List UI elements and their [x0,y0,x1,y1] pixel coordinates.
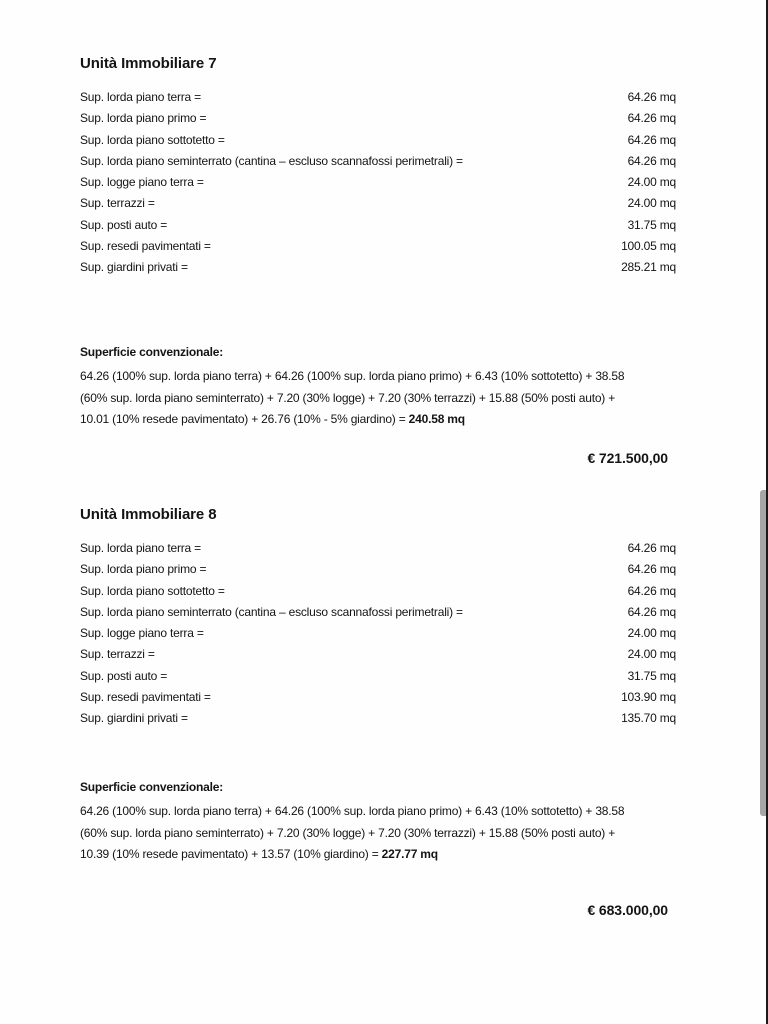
conventional-total: 240.58 mq [408,412,465,426]
conventional-surface-title: Superficie convenzionale: [80,780,224,794]
surface-row [80,711,680,732]
conventional-surface-title: Superficie convenzionale: [80,345,224,359]
surface-label: Sup. terrazzi = [80,196,155,211]
surface-label: Sup. logge piano terra = [80,626,204,641]
surface-value: 31.75 mq [627,668,676,683]
unit-title: Unità Immobiliare 8 [80,506,217,523]
unit-8-conventional-surface [80,780,680,866]
surface-row [80,90,680,111]
surface-row [80,690,680,711]
surface-value: 24.00 mq [627,626,676,641]
surface-value: 64.26 mq [627,111,676,126]
surface-list [80,90,680,282]
surface-value: 64.26 mq [627,90,676,104]
surface-row [80,562,680,583]
surface-label: Sup. logge piano terra = [80,175,204,190]
surface-value: 64.26 mq [627,604,676,619]
surface-row [80,196,680,217]
surface-list [80,541,680,733]
surface-label: Sup. giardini privati = [80,711,188,726]
unit-title: Unità Immobiliare 7 [80,55,217,72]
surface-label: Sup. posti auto = [80,668,167,683]
surface-label: Sup. terrazzi = [80,647,155,662]
surface-row [80,133,680,154]
surface-row [80,111,680,132]
conventional-total: 227.77 mq [381,847,438,861]
surface-row [80,239,680,260]
surface-row [80,260,680,281]
surface-label: Sup. lorda piano sottotetto = [80,132,225,147]
surface-label: Sup. lorda piano primo = [80,562,207,577]
surface-row [80,218,680,239]
formula-line-1: 64.26 (100% sup. lorda piano terra) + 64.26 (100% sup. lorda piano primo) + 6.43 (10% sottotetto) + 38.58 [80,804,625,818]
surface-row [80,541,680,562]
conventional-surface-formula [80,801,680,866]
surface-value: 31.75 mq [627,217,676,232]
surface-value: 64.26 mq [627,562,676,577]
surface-label: Sup. lorda piano terra = [80,90,201,104]
surface-label: Sup. giardini privati = [80,260,188,275]
surface-label: Sup. lorda piano seminterrato (cantina – escluso scannafossi perimetrali) = [80,153,463,168]
surface-label: Sup. resedi pavimentati = [80,690,211,705]
surface-label: Sup. posti auto = [80,217,167,232]
surface-row [80,154,680,175]
surface-row [80,669,680,690]
unit-7-price: € 721.500,00 [587,450,668,466]
formula-line-2: (60% sup. lorda piano seminterrato) + 7.20 (30% logge) + 7.20 (30% terrazzi) + 15.88 (50% posti auto) + [80,825,616,840]
surface-label: Sup. lorda piano sottotetto = [80,583,225,598]
surface-value: 135.70 mq [621,711,676,726]
surface-row [80,605,680,626]
formula-line-3: 10.39 (10% resede pavimentato) + 13.57 (10% giardino) = [80,847,382,861]
surface-value: 24.00 mq [627,647,676,662]
surface-value: 24.00 mq [627,196,676,211]
surface-row [80,175,680,196]
formula-line-2: (60% sup. lorda piano seminterrato) + 7.20 (30% logge) + 7.20 (30% terrazzi) + 15.88 (50% posti auto) + [80,390,616,405]
formula-line-3: 10.01 (10% resede pavimentato) + 26.76 (10% - 5% giardino) = [80,412,409,426]
surface-value: 64.26 mq [627,153,676,168]
surface-value: 64.26 mq [627,583,676,598]
surface-value: 100.05 mq [621,239,676,254]
surface-label: Sup. resedi pavimentati = [80,239,211,254]
surface-value: 24.00 mq [627,175,676,190]
unit-8-price: € 683.000,00 [587,902,668,918]
surface-value: 64.26 mq [627,541,676,555]
surface-label: Sup. lorda piano primo = [80,111,207,126]
unit-7-section [80,55,680,282]
conventional-surface-formula [80,366,680,431]
surface-value: 285.21 mq [621,260,676,275]
surface-row [80,647,680,668]
surface-label: Sup. lorda piano seminterrato (cantina – escluso scannafossi perimetrali) = [80,604,463,619]
surface-row [80,626,680,647]
surface-row [80,584,680,605]
formula-line-1: 64.26 (100% sup. lorda piano terra) + 64.26 (100% sup. lorda piano primo) + 6.43 (10% sottotetto) + 38.58 [80,369,625,383]
surface-value: 64.26 mq [627,132,676,147]
surface-label: Sup. lorda piano terra = [80,541,201,555]
surface-value: 103.90 mq [621,690,676,705]
unit-8-section [80,506,680,733]
unit-7-conventional-surface [80,345,680,431]
